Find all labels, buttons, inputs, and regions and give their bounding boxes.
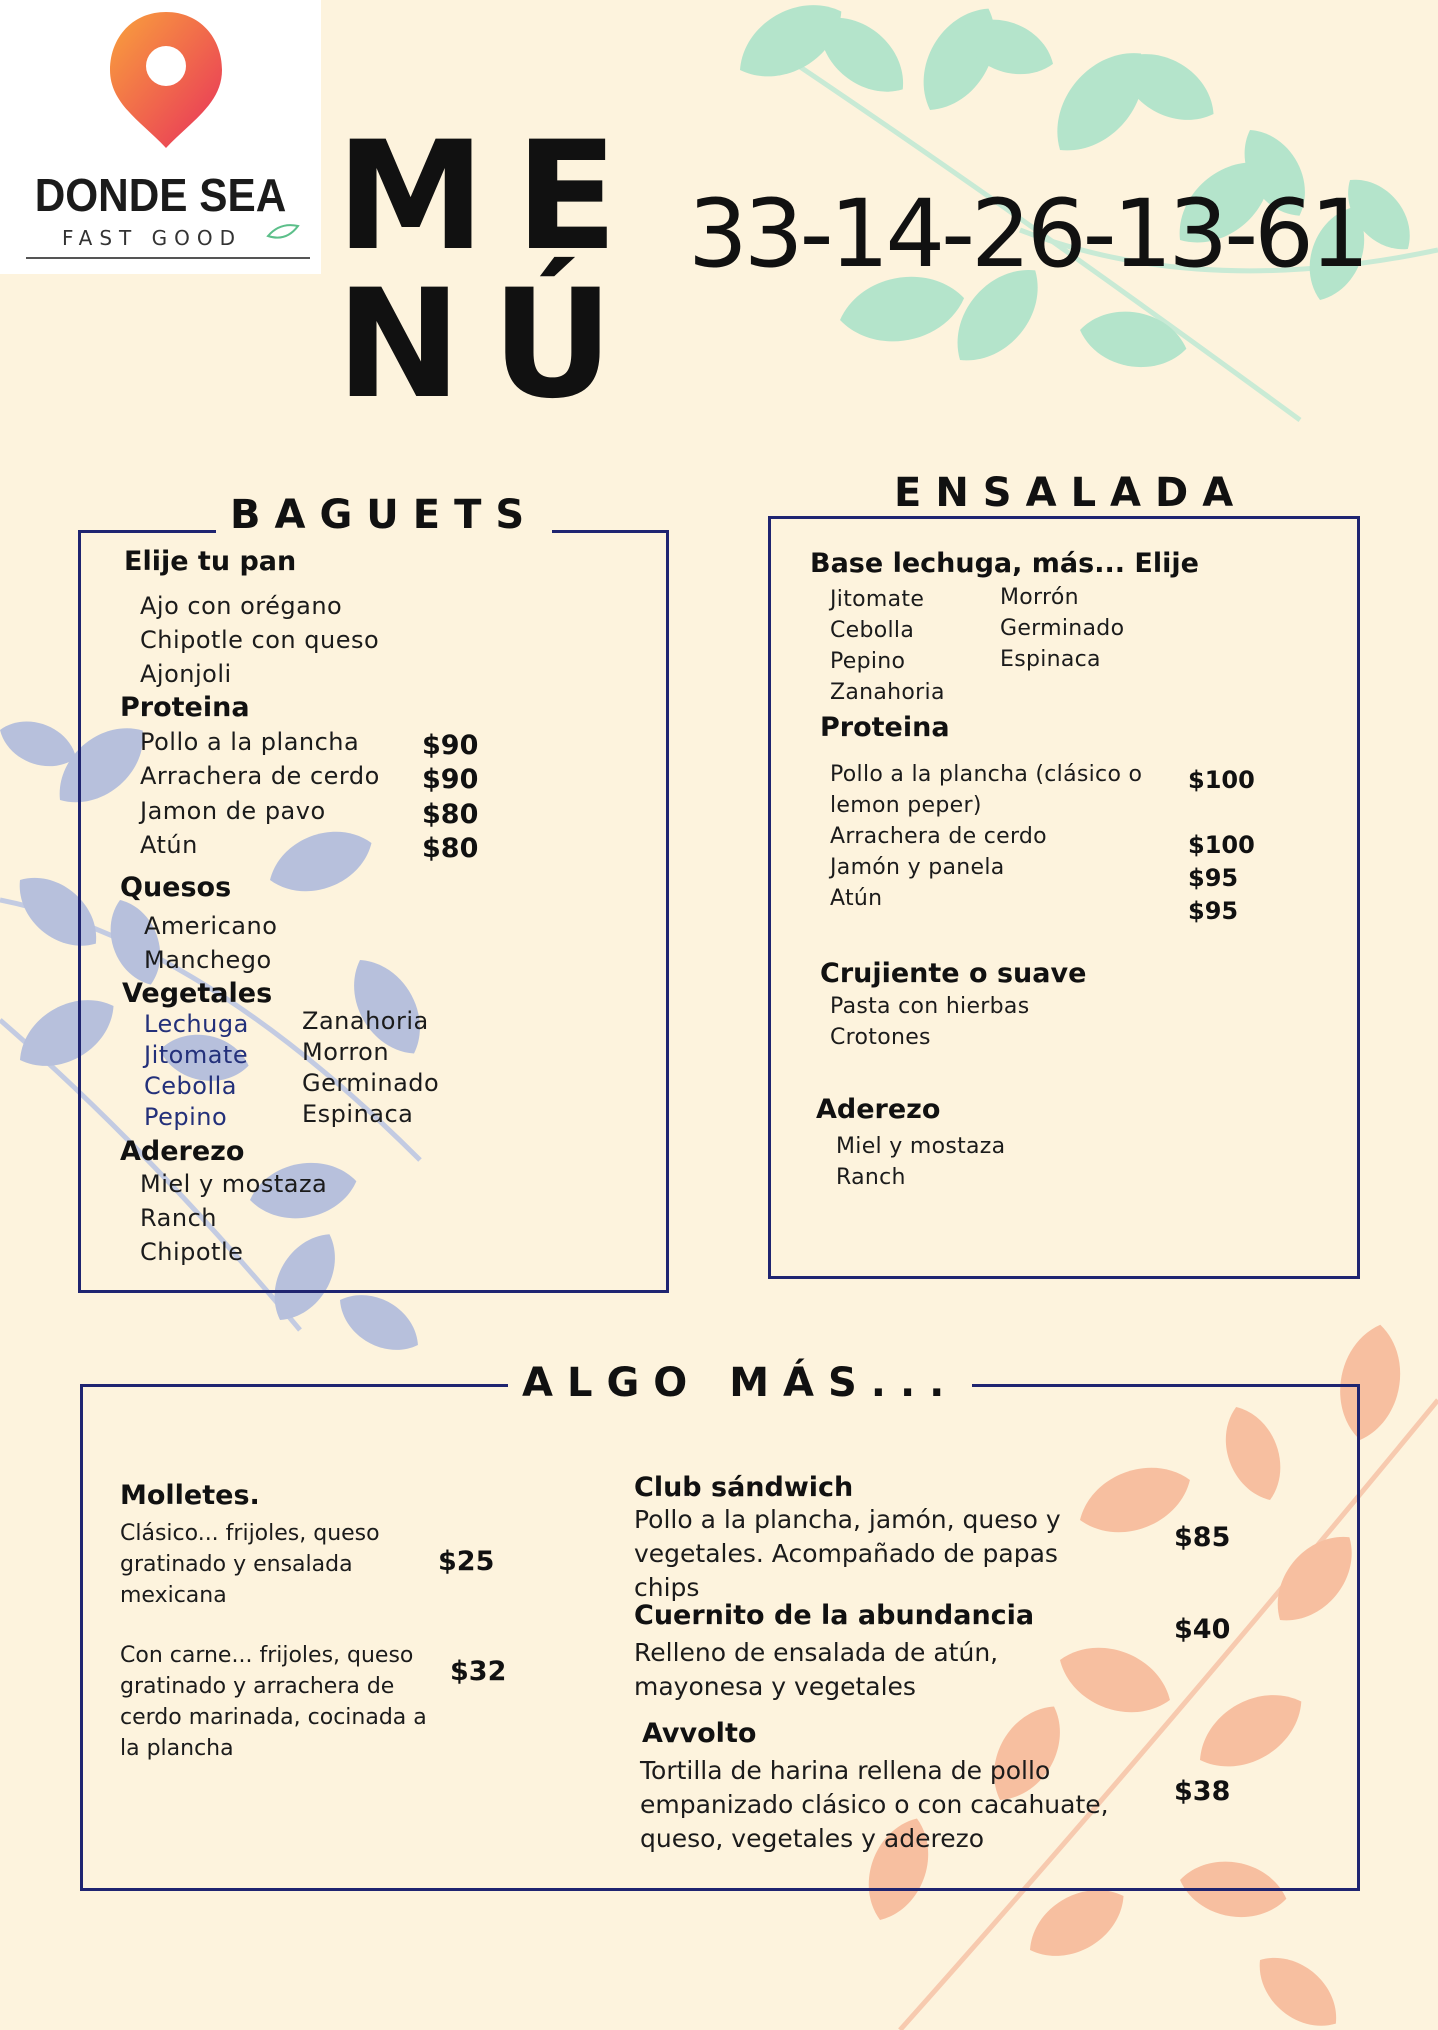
ensalada-proteina-price: $100 [1188,831,1255,859]
aderezo-item: Miel y mostaza [140,1170,328,1198]
molletes-carne-price: $32 [450,1656,507,1687]
ensalada-crujiente-heading: Crujiente o suave [820,958,1087,989]
ensalada-proteina-heading: Proteina [820,712,950,743]
crujiente-item: Crotones [830,1025,931,1050]
proteina-item: Arrachera de cerdo [140,762,380,790]
pan-option: Chipotle con queso [140,626,380,654]
queso-item: Manchego [144,946,272,974]
aderezo-item: Chipotle [140,1238,244,1266]
vegetal-item: Jitomate [144,1041,249,1069]
crujiente-item: Pasta con hierbas [830,994,1030,1019]
cuernito-price: $40 [1174,1614,1231,1645]
club-sandwich-desc: Pollo a la plancha, jamón, queso y vegetales. Acompañado de papas chips [634,1505,1061,1602]
ensalada-proteina-price: $95 [1188,864,1239,892]
logo-box [0,0,321,274]
proteina-item: Atún [140,831,198,859]
ensalada-proteina-item: Pollo a la plancha (clásico o [830,762,1143,787]
phone-number: 33-14-26-13-61 [688,180,1366,289]
ensalada-proteina-item: Jamón y panela [830,855,1005,880]
base-item: Jitomate [830,587,925,612]
proteina-price: $80 [422,799,479,830]
vegetal-item: Lechuga [144,1010,249,1038]
pan-option: Ajo con orégano [140,592,343,620]
base-item: Zanahoria [830,680,945,705]
baguets-aderezo-heading: Aderezo [120,1136,245,1167]
queso-item: Americano [144,912,278,940]
avvolto-price: $38 [1174,1776,1231,1807]
ensalada-aderezo-heading: Aderezo [816,1094,941,1125]
ensalada-proteina-price: $100 [1188,766,1255,794]
ensalada-proteina-item: lemon peper) [830,793,982,818]
ensalada-proteina-price: $95 [1188,897,1239,925]
aderezo-item: Ranch [140,1204,217,1232]
proteina-item: Jamon de pavo [140,797,326,825]
baguets-vegetales-heading: Vegetales [122,978,273,1009]
molletes-heading: Molletes. [120,1480,260,1511]
menu-title-line1: ME [336,110,648,284]
baguets-proteina-heading: Proteina [120,692,250,723]
base-item: Pepino [830,649,906,674]
molletes-clasico-price: $25 [438,1546,495,1577]
algo-mas-title: ALGO MÁS... [508,1360,972,1406]
ensalada-proteina-item: Atún [830,886,883,911]
vegetal-item: Morron [302,1038,390,1066]
vegetal-item: Zanahoria [302,1007,429,1035]
baguets-quesos-heading: Quesos [120,872,232,903]
cuernito-heading: Cuernito de la abundancia [634,1600,1035,1631]
vegetal-item: Germinado [302,1069,440,1097]
vegetal-item: Espinaca [302,1100,414,1128]
base-item: Espinaca [1000,647,1101,672]
molletes-clasico-desc: Clásico... frijoles, queso gratinado y ensalada mexicana [120,1521,380,1608]
vegetal-item: Cebolla [144,1072,237,1100]
avvolto-heading: Avvolto [642,1718,757,1749]
ensalada-aderezo-item: Ranch [836,1165,906,1190]
proteina-price: $90 [422,764,479,795]
pan-option: Ajonjoli [140,660,232,688]
proteina-price: $90 [422,730,479,761]
baguets-title: BAGUETS [216,492,552,538]
avvolto-desc: Tortilla de harina rellena de pollo empanizado clásico o con cacahuate, queso, vegetales y aderezo [640,1756,1109,1853]
base-item: Morrón [1000,585,1079,610]
ensalada-base-heading: Base lechuga, más... Elije [810,548,1199,579]
menu-title-line2: NÚ [336,258,644,432]
brand-name: DONDE SEA [34,169,287,221]
ensalada-proteina-item: Arrachera de cerdo [830,824,1047,849]
vegetal-item: Pepino [144,1103,228,1131]
proteina-price: $80 [422,833,479,864]
molletes-carne-desc: Con carne... frijoles, queso gratinado y arrachera de cerdo marinada, cocinada a la plancha [120,1643,427,1761]
club-sandwich-price: $85 [1174,1522,1231,1553]
base-item: Germinado [1000,616,1125,641]
brand-tagline: FAST GOOD [62,226,243,250]
ensalada-aderezo-item: Miel y mostaza [836,1134,1006,1159]
proteina-item: Pollo a la plancha [140,728,360,756]
cuernito-desc: Relleno de ensalada de atún, mayonesa y vegetales [634,1638,999,1701]
club-sandwich-heading: Club sándwich [634,1472,854,1503]
baguets-pan-heading: Elije tu pan [124,546,297,577]
base-item: Cebolla [830,618,915,643]
ensalada-title: ENSALADA [880,470,1261,516]
